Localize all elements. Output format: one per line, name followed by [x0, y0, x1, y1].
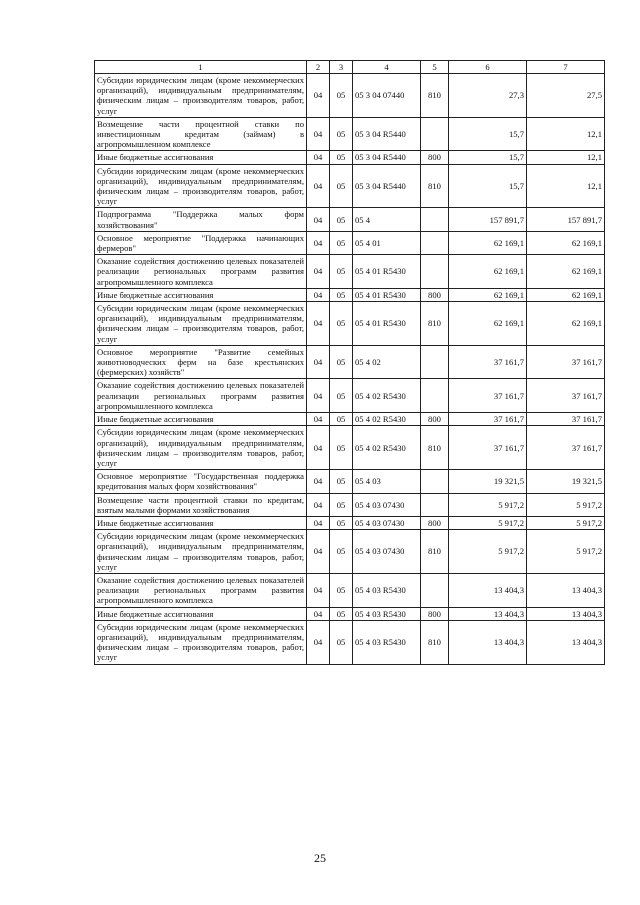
subsection-code-cell: 05 — [330, 151, 353, 164]
section-code-cell: 04 — [307, 607, 330, 620]
expense-type-code-cell: 810 — [421, 426, 449, 470]
subsection-code-cell: 05 — [330, 470, 353, 493]
column-header-expense-type: 5 — [421, 61, 449, 74]
amount-year-2-cell: 12,1 — [527, 164, 605, 208]
expense-type-code-cell — [421, 379, 449, 413]
subsection-code-cell: 05 — [330, 530, 353, 574]
amount-year-2-cell: 62 169,1 — [527, 231, 605, 254]
amount-year-1-cell: 37 161,7 — [449, 379, 527, 413]
amount-year-1-cell: 13 404,3 — [449, 607, 527, 620]
section-code-cell: 04 — [307, 530, 330, 574]
subsection-code-cell: 05 — [330, 231, 353, 254]
target-item-code-cell: 05 4 02 R5430 — [353, 379, 421, 413]
row-name-cell: Иные бюджетные ассигнования — [95, 607, 307, 620]
column-header-section: 2 — [307, 61, 330, 74]
table-row — [95, 231, 605, 254]
target-item-code-cell: 05 4 03 R5430 — [353, 607, 421, 620]
amount-year-2-cell: 13 404,3 — [527, 573, 605, 607]
row-name-cell: Субсидии юридическим лицам (кроме некоммерческих организаций), индивидуальным предпринимателям, физическим лицам – производителям товаров, работ, услуг — [95, 620, 307, 664]
amount-year-2-cell: 5 917,2 — [527, 516, 605, 529]
column-header-target-item: 4 — [353, 61, 421, 74]
amount-year-2-cell: 62 169,1 — [527, 302, 605, 346]
row-name-cell: Иные бюджетные ассигнования — [95, 151, 307, 164]
amount-year-2-cell: 27,5 — [527, 74, 605, 118]
section-code-cell: 04 — [307, 302, 330, 346]
amount-year-1-cell: 5 917,2 — [449, 493, 527, 516]
amount-year-2-cell: 62 169,1 — [527, 255, 605, 289]
amount-year-2-cell: 37 161,7 — [527, 413, 605, 426]
subsection-code-cell: 05 — [330, 620, 353, 664]
subsection-code-cell: 05 — [330, 164, 353, 208]
amount-year-1-cell: 27,3 — [449, 74, 527, 118]
target-item-code-cell: 05 4 03 07430 — [353, 516, 421, 529]
target-item-code-cell: 05 4 01 — [353, 231, 421, 254]
target-item-code-cell: 05 3 04 R5440 — [353, 164, 421, 208]
amount-year-1-cell: 19 321,5 — [449, 470, 527, 493]
table-row — [95, 379, 605, 413]
expense-type-code-cell: 810 — [421, 302, 449, 346]
expense-type-code-cell: 810 — [421, 164, 449, 208]
section-code-cell: 04 — [307, 516, 330, 529]
row-name-cell: Основное мероприятие "Государственная поддержка кредитования малых форм хозяйствования" — [95, 470, 307, 493]
row-name-cell: Субсидии юридическим лицам (кроме некоммерческих организаций), индивидуальным предпринимателям, физическим лицам – производителям товаров, работ, услуг — [95, 530, 307, 574]
row-name-cell: Оказание содействия достижению целевых показателей реализации региональных программ развития агропромышленного комплекса — [95, 573, 307, 607]
amount-year-2-cell: 62 169,1 — [527, 288, 605, 301]
target-item-code-cell: 05 4 03 07430 — [353, 493, 421, 516]
target-item-code-cell: 05 4 03 07430 — [353, 530, 421, 574]
row-name-cell: Иные бюджетные ассигнования — [95, 288, 307, 301]
row-name-cell: Иные бюджетные ассигнования — [95, 413, 307, 426]
expense-type-code-cell: 800 — [421, 607, 449, 620]
amount-year-2-cell: 12,1 — [527, 151, 605, 164]
table-row — [95, 516, 605, 529]
amount-year-2-cell: 37 161,7 — [527, 379, 605, 413]
amount-year-1-cell: 62 169,1 — [449, 231, 527, 254]
section-code-cell: 04 — [307, 345, 330, 379]
table-row — [95, 426, 605, 470]
amount-year-1-cell: 5 917,2 — [449, 530, 527, 574]
expense-type-code-cell — [421, 493, 449, 516]
row-name-cell: Основное мероприятие "Поддержка начинающих фермеров" — [95, 231, 307, 254]
amount-year-1-cell: 37 161,7 — [449, 413, 527, 426]
amount-year-1-cell: 157 891,7 — [449, 208, 527, 231]
expense-type-code-cell: 810 — [421, 530, 449, 574]
section-code-cell: 04 — [307, 470, 330, 493]
section-code-cell: 04 — [307, 164, 330, 208]
expense-type-code-cell — [421, 208, 449, 231]
subsection-code-cell: 05 — [330, 302, 353, 346]
target-item-code-cell: 05 4 01 R5430 — [353, 288, 421, 301]
target-item-code-cell: 05 4 03 — [353, 470, 421, 493]
subsection-code-cell: 05 — [330, 426, 353, 470]
expense-type-code-cell: 800 — [421, 151, 449, 164]
amount-year-1-cell: 15,7 — [449, 117, 527, 151]
section-code-cell: 04 — [307, 231, 330, 254]
row-name-cell: Иные бюджетные ассигнования — [95, 516, 307, 529]
section-code-cell: 04 — [307, 493, 330, 516]
amount-year-1-cell: 62 169,1 — [449, 302, 527, 346]
target-item-code-cell: 05 4 01 R5430 — [353, 255, 421, 289]
target-item-code-cell: 05 4 02 R5430 — [353, 426, 421, 470]
row-name-cell: Субсидии юридическим лицам (кроме некоммерческих организаций), индивидуальным предпринимателям, физическим лицам – производителям товаров, работ, услуг — [95, 426, 307, 470]
target-item-code-cell: 05 3 04 R5440 — [353, 151, 421, 164]
amount-year-2-cell: 37 161,7 — [527, 345, 605, 379]
amount-year-2-cell: 12,1 — [527, 117, 605, 151]
subsection-code-cell: 05 — [330, 255, 353, 289]
table-body — [95, 74, 605, 665]
amount-year-2-cell: 5 917,2 — [527, 493, 605, 516]
amount-year-2-cell: 37 161,7 — [527, 426, 605, 470]
row-name-cell: Оказание содействия достижению целевых показателей реализации региональных программ развития агропромышленного комплекса — [95, 255, 307, 289]
page-number: 25 — [314, 851, 326, 865]
amount-year-2-cell: 13 404,3 — [527, 607, 605, 620]
expense-type-code-cell: 800 — [421, 288, 449, 301]
section-code-cell: 04 — [307, 413, 330, 426]
table-row — [95, 493, 605, 516]
column-header-name: 1 — [95, 61, 307, 74]
amount-year-2-cell: 13 404,3 — [527, 620, 605, 664]
row-name-cell: Субсидии юридическим лицам (кроме некоммерческих организаций), индивидуальным предпринимателям, физическим лицам – производителям товаров, работ, услуг — [95, 302, 307, 346]
target-item-code-cell: 05 4 03 R5430 — [353, 620, 421, 664]
table-header — [95, 61, 605, 74]
row-name-cell: Возмещение части процентной ставки по кредитам, взятым малыми формами хозяйствования — [95, 493, 307, 516]
subsection-code-cell: 05 — [330, 117, 353, 151]
amount-year-1-cell: 37 161,7 — [449, 426, 527, 470]
expense-type-code-cell — [421, 470, 449, 493]
expense-type-code-cell: 800 — [421, 516, 449, 529]
expense-type-code-cell: 800 — [421, 413, 449, 426]
row-name-cell: Основное мероприятие "Развитие семейных животноводческих ферм на базе крестьянских (фермерских) хозяйств" — [95, 345, 307, 379]
section-code-cell: 04 — [307, 255, 330, 289]
amount-year-1-cell: 13 404,3 — [449, 620, 527, 664]
section-code-cell: 04 — [307, 74, 330, 118]
section-code-cell: 04 — [307, 151, 330, 164]
subsection-code-cell: 05 — [330, 74, 353, 118]
subsection-code-cell: 05 — [330, 493, 353, 516]
target-item-code-cell: 05 4 03 R5430 — [353, 573, 421, 607]
expense-type-code-cell — [421, 255, 449, 289]
table-row — [95, 530, 605, 574]
row-name-cell: Субсидии юридическим лицам (кроме некоммерческих организаций), индивидуальным предпринимателям, физическим лицам – производителям товаров, работ, услуг — [95, 164, 307, 208]
amount-year-1-cell: 5 917,2 — [449, 516, 527, 529]
amount-year-1-cell: 15,7 — [449, 151, 527, 164]
expense-type-code-cell: 810 — [421, 74, 449, 118]
amount-year-1-cell: 37 161,7 — [449, 345, 527, 379]
target-item-code-cell: 05 4 02 — [353, 345, 421, 379]
column-header-amount-year-2: 7 — [527, 61, 605, 74]
expense-type-code-cell: 810 — [421, 620, 449, 664]
amount-year-1-cell: 62 169,1 — [449, 255, 527, 289]
table-row — [95, 620, 605, 664]
section-code-cell: 04 — [307, 288, 330, 301]
column-header-amount-year-1: 6 — [449, 61, 527, 74]
amount-year-1-cell: 13 404,3 — [449, 573, 527, 607]
section-code-cell: 04 — [307, 117, 330, 151]
table-row — [95, 74, 605, 118]
subsection-code-cell: 05 — [330, 413, 353, 426]
amount-year-2-cell: 5 917,2 — [527, 530, 605, 574]
row-name-cell: Оказание содействия достижению целевых показателей реализации региональных программ развития агропромышленного комплекса — [95, 379, 307, 413]
table-row — [95, 470, 605, 493]
table-row — [95, 117, 605, 151]
subsection-code-cell: 05 — [330, 607, 353, 620]
table-row — [95, 288, 605, 301]
subsection-code-cell: 05 — [330, 379, 353, 413]
target-item-code-cell: 05 3 04 07440 — [353, 74, 421, 118]
table-row — [95, 151, 605, 164]
expense-type-code-cell — [421, 231, 449, 254]
table-row — [95, 302, 605, 346]
section-code-cell: 04 — [307, 573, 330, 607]
table-row — [95, 607, 605, 620]
row-name-cell: Подпрограмма "Поддержка малых форм хозяйствования" — [95, 208, 307, 231]
subsection-code-cell: 05 — [330, 573, 353, 607]
expense-type-code-cell — [421, 117, 449, 151]
section-code-cell: 04 — [307, 379, 330, 413]
column-header-subsection: 3 — [330, 61, 353, 74]
section-code-cell: 04 — [307, 426, 330, 470]
header-row — [95, 61, 605, 74]
subsection-code-cell: 05 — [330, 345, 353, 379]
table-row — [95, 164, 605, 208]
subsection-code-cell: 05 — [330, 288, 353, 301]
target-item-code-cell: 05 4 — [353, 208, 421, 231]
target-item-code-cell: 05 3 04 R5440 — [353, 117, 421, 151]
table-row — [95, 345, 605, 379]
amount-year-1-cell: 62 169,1 — [449, 288, 527, 301]
subsection-code-cell: 05 — [330, 208, 353, 231]
section-code-cell: 04 — [307, 208, 330, 231]
budget-table — [94, 60, 605, 665]
row-name-cell: Возмещение части процентной ставки по инвестиционным кредитам (займам) в агропромышленном комплексе — [95, 117, 307, 151]
table-row — [95, 255, 605, 289]
amount-year-2-cell: 19 321,5 — [527, 470, 605, 493]
expense-type-code-cell — [421, 573, 449, 607]
target-item-code-cell: 05 4 02 R5430 — [353, 413, 421, 426]
table-row — [95, 208, 605, 231]
amount-year-1-cell: 15,7 — [449, 164, 527, 208]
table-row — [95, 573, 605, 607]
expense-type-code-cell — [421, 345, 449, 379]
table-row — [95, 413, 605, 426]
subsection-code-cell: 05 — [330, 516, 353, 529]
amount-year-2-cell: 157 891,7 — [527, 208, 605, 231]
row-name-cell: Субсидии юридическим лицам (кроме некоммерческих организаций), индивидуальным предпринимателям, физическим лицам – производителям товаров, работ, услуг — [95, 74, 307, 118]
section-code-cell: 04 — [307, 620, 330, 664]
target-item-code-cell: 05 4 01 R5430 — [353, 302, 421, 346]
